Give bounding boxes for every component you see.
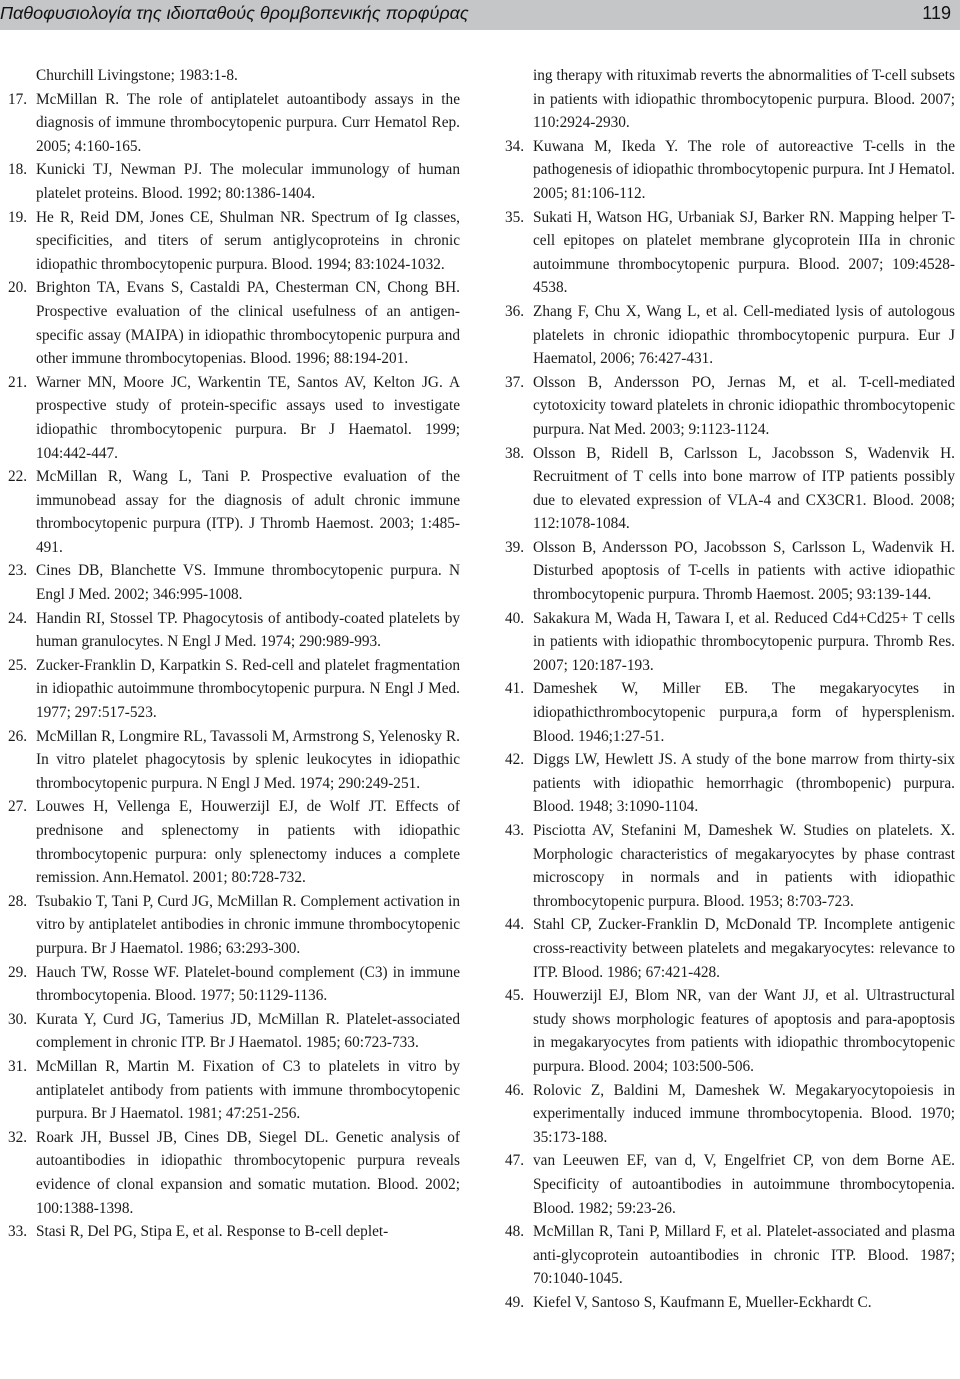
- reference-item: [8, 1220, 460, 1244]
- reference-text: Stahl CP, Zucker-Franklin D, McDonald TP. Incomplete antigenic cross-reactivity between platelets and megakaryocytes: relevance to ITP. Blood. 1986; 67:421-428.: [533, 916, 955, 981]
- reference-item: [505, 206, 955, 300]
- reference-column-left: [8, 64, 460, 1244]
- reference-text: Dameshek W, Miller EB. The megakaryocytes in idiopathicthrombocytopenic purpura,a form of hypersplenism. Blood. 1946;1:27-51.: [533, 680, 955, 745]
- reference-item: [505, 135, 955, 206]
- reference-number: 40.: [505, 609, 525, 627]
- reference-item: [8, 1055, 460, 1126]
- reference-number: 37.: [505, 373, 525, 391]
- reference-number: 49.: [505, 1293, 525, 1311]
- reference-number: 26.: [8, 727, 28, 745]
- reference-text: Louwes H, Vellenga E, Houwerzijl EJ, de Wolf JT. Effects of prednisone and splenectomy in patients with idiopathic thrombocytopenic purpura: only splenectomy induces a complete remission. Ann.Hematol. 2001; 80:728-732.: [36, 798, 460, 887]
- reference-text: Cines DB, Blanchette VS. Immune thrombocytopenic purpura. N Engl J Med. 2002; 346:995-1008.: [36, 562, 460, 604]
- reference-continuation: [8, 64, 460, 88]
- reference-number: 17.: [8, 90, 28, 108]
- reference-text: Stasi R, Del PG, Stipa E, et al. Response to B-cell deplet-: [36, 1223, 389, 1241]
- reference-item: [8, 276, 460, 370]
- reference-number: 41.: [505, 680, 525, 698]
- reference-item: [505, 913, 955, 984]
- reference-number: 22.: [8, 468, 28, 486]
- reference-item: [505, 371, 955, 442]
- reference-number: 21.: [8, 373, 28, 391]
- reference-item: [505, 1291, 955, 1315]
- reference-number: 38.: [505, 444, 525, 462]
- running-title: Παθοφυσιολογία της ιδιοπαθούς θρομβοπενικής πορφύρας: [0, 3, 469, 23]
- reference-number: 24.: [8, 609, 28, 627]
- reference-text: Zhang F, Chu X, Wang L, et al. Cell-mediated lysis of autologous platelets in chronic idiopathic thrombocytopenic purpura. Eur J Haematol, 2006; 76:427-431.: [533, 302, 955, 368]
- reference-number: 18.: [8, 161, 28, 179]
- reference-text: Handin RI, Stossel TP. Phagocytosis of antibody-coated platelets by human granulocytes. N Engl J Med. 1974; 290:989-993.: [36, 609, 460, 651]
- reference-text: McMillan R, Longmire RL, Tavassoli M, Armstrong S, Yelenosky R. In vitro platelet phagocytosis by splenic leukocytes in idiopathic thrombocytopenic purpura. N Engl J Med. 1974; 290:249-251.: [36, 727, 460, 792]
- reference-number: 28.: [8, 892, 28, 910]
- reference-text: Diggs LW, Hewlett JS. A study of the bone marrow from thirty-six patients with idiopathic hemorrhagic (thrombopenic) purpura. Blood. 1948; 3:1090-1104.: [533, 751, 955, 816]
- reference-text: Kurata Y, Curd JG, Tamerius JD, McMillan R. Platelet-associated complement in chronic ITP. Br J Haematol. 1985; 60:723-733.: [36, 1010, 460, 1052]
- running-header: [0, 0, 960, 30]
- reference-item: [505, 1220, 955, 1291]
- reference-number: 29.: [8, 963, 28, 981]
- reference-item: [505, 442, 955, 536]
- reference-item: [505, 819, 955, 913]
- reference-text: He R, Reid DM, Jones CE, Shulman NR. Spectrum of Ig classes, specificities, and titers of serum antiglycoproteins in chronic idiopathic thrombocytopenic purpura. Blood. 1994; 83:1024-1032.: [36, 208, 460, 273]
- reference-text: McMillan R. The role of antiplatelet autoantibody assays in the diagnosis of immune thrombocytopenic purpura. Curr Hematol Rep. 2005; 4:160-165.: [36, 90, 460, 155]
- reference-text: Kunicki TJ, Newman PJ. The molecular immunology of human platelet proteins. Blood. 1992; 80:1386-1404.: [36, 161, 460, 202]
- reference-number: 47.: [505, 1152, 525, 1170]
- reference-number: 25.: [8, 656, 28, 674]
- reference-text: McMillan R, Tani P, Millard F, et al. Platelet-associated and plasma anti-glycoprotein autoantibodies in chronic ITP. Blood. 1987; 70:1040-1045.: [533, 1223, 955, 1288]
- reference-number: 32.: [8, 1128, 28, 1146]
- reference-item: [8, 158, 460, 205]
- reference-number: 39.: [505, 538, 525, 556]
- reference-number: 46.: [505, 1081, 525, 1099]
- reference-text: McMillan R, Wang L, Tani P. Prospective evaluation of the immunobead assay for the diagnosis of adult chronic immune thrombocytopenic purpura (ITP). J Thromb Haemost. 2003; 1:485-491.: [36, 468, 460, 556]
- reference-number: 34.: [505, 137, 525, 155]
- reference-item: [8, 725, 460, 796]
- reference-number: 48.: [505, 1223, 525, 1241]
- reference-item: [505, 536, 955, 607]
- reference-number: 19.: [8, 208, 28, 226]
- reference-number: 20.: [8, 279, 28, 297]
- reference-number: 31.: [8, 1057, 28, 1075]
- reference-text: Zucker-Franklin D, Karpatkin S. Red-cell and platelet fragmentation in idiopathic autoimmune thrombocytopenic purpura. N Engl J Med. 1977; 297:517-523.: [36, 656, 460, 722]
- reference-text: Rolovic Z, Baldini M, Dameshek W. Megakaryocytopoiesis in experimentally induced immune thrombocytopenia. Blood. 1970; 35:173-188.: [533, 1081, 955, 1146]
- reference-text: Tsubakio T, Tani P, Curd JG, McMillan R. Complement activation in vitro by antiplatelet antibodies in chronic immune thrombocytopenic purpura. Br J Haematol. 1986; 63:293-300.: [36, 892, 460, 957]
- reference-text: Olsson B, Andersson PO, Jacobsson S, Carlsson L, Wadenvik H. Disturbed apoptosis of T-cells in patients with active idiopathic thrombocytopenic purpura. Thromb Haemost. 2005; 93:139-144.: [533, 538, 955, 604]
- reference-item: [8, 1008, 460, 1055]
- reference-item: [505, 1149, 955, 1220]
- reference-number: 42.: [505, 751, 525, 769]
- reference-item: [505, 748, 955, 819]
- reference-item: [8, 607, 460, 654]
- reference-item: [8, 961, 460, 1008]
- reference-text: Sakakura M, Wada H, Tawara I, et al. Reduced Cd4+Cd25+ T cells in patients with idiopathic thrombocytopenic purpura. Thromb Res. 2007; 120:187-193.: [533, 609, 955, 674]
- page-number: 119: [922, 3, 951, 23]
- reference-item: [505, 677, 955, 748]
- reference-item: [8, 371, 460, 465]
- reference-number: 36.: [505, 302, 525, 320]
- reference-continuation: [505, 64, 955, 135]
- reference-number: 30.: [8, 1010, 28, 1028]
- reference-item: [8, 88, 460, 159]
- reference-text: Sukati H, Watson HG, Urbaniak SJ, Barker RN. Mapping helper T-cell epitopes on platelet membrane glycoprotein IIIa in chronic autoimmune thrombocytopenic purpura. Blood. 2007; 109:4528-4538.: [533, 208, 955, 297]
- reference-text: Pisciotta AV, Stefanini M, Dameshek W. Studies on platelets. X. Morphologic characteristics of megakaryocytes by phase contrast microscopy in normals and in patients with idiopathic thrombocytopenic purpura. Blood. 1953; 8:703-723.: [533, 822, 955, 910]
- reference-text: Kiefel V, Santoso S, Kaufmann E, Mueller-Eckhardt C.: [533, 1293, 872, 1311]
- reference-text: Olsson B, Andersson PO, Jernas M, et al. T-cell-mediated cytotoxicity toward platelets in chronic idiopathic thrombocytopenic purpura. Nat Med. 2003; 9:1123-1124.: [533, 373, 955, 438]
- reference-number: 23.: [8, 562, 28, 580]
- reference-item: [8, 1126, 460, 1220]
- reference-number: 33.: [8, 1223, 28, 1241]
- reference-item: [8, 654, 460, 725]
- reference-item: [8, 795, 460, 889]
- reference-number: 44.: [505, 916, 525, 934]
- reference-text: Churchill Livingstone; 1983:1-8.: [36, 67, 238, 84]
- reference-text: Brighton TA, Evans S, Castaldi PA, Chesterman CN, Chong BH. Prospective evaluation of the clinical usefulness of an antigen-specific assay (MAIPA) in idiopathic thrombocytopenic purpura and other immune thrombocytopenias. Blood. 1996; 88:194-201.: [36, 279, 460, 368]
- reference-item: [8, 890, 460, 961]
- reference-column-right: [505, 64, 955, 1314]
- reference-text: Olsson B, Ridell B, Carlsson L, Jacobsson S, Wadenvik H. Recruitment of T cells into bone marrow of ITP patients possibly due to elevated expression of VLA-4 and CX3CR1. Blood. 2008; 112:1078-1084.: [533, 444, 955, 533]
- reference-item: [505, 984, 955, 1078]
- reference-text: Warner MN, Moore JC, Warkentin TE, Santos AV, Kelton JG. A prospective study of protein-specific assays used to investigate idiopathic thrombocytopenic purpura. Br J Haematol. 1999; 104:442-447.: [36, 373, 460, 462]
- reference-item: [8, 559, 460, 606]
- reference-number: 35.: [505, 208, 525, 226]
- reference-text: ing therapy with rituximab reverts the abnormalities of T-cell subsets in patients with idiopathic thrombocytopenic purpura. Blood. 2007; 110:2924-2930.: [533, 67, 955, 132]
- reference-text: Kuwana M, Ikeda Y. The role of autoreactive T-cells in the pathogenesis of idiopathic thrombocytopenic purpura. Int J Hematol. 2005; 81:106-112.: [533, 137, 955, 202]
- reference-item: [8, 206, 460, 277]
- reference-number: 27.: [8, 798, 28, 816]
- reference-item: [505, 607, 955, 678]
- reference-number: 43.: [505, 822, 525, 839]
- reference-text: Roark JH, Bussel JB, Cines DB, Siegel DL. Genetic analysis of autoantibodies in idiopathic thrombocytopenic purpura reveals evidence of clonal expansion and somatic mutation. Blood. 2002; 100:1388-1398.: [36, 1128, 460, 1217]
- reference-item: [505, 300, 955, 371]
- reference-text: McMillan R, Martin M. Fixation of C3 to platelets in vitro by antiplatelet antibody from patients with immune thrombocytopenic purpura. Br J Haematol. 1981; 47:251-256.: [36, 1057, 460, 1123]
- reference-item: [8, 465, 460, 559]
- reference-item: [505, 1079, 955, 1150]
- reference-text: van Leeuwen EF, van d, V, Engelfriet CP, von dem Borne AE. Specificity of autoantibodies in autoimmune thrombocytopenia. Blood. 1982; 59:23-26.: [533, 1152, 955, 1217]
- reference-number: 45.: [505, 987, 525, 1005]
- reference-text: Hauch TW, Rosse WF. Platelet-bound complement (C3) in immune thrombocytopenia. Blood. 1977; 50:1129-1136.: [36, 963, 460, 1005]
- reference-text: Houwerzijl EJ, Blom NR, van der Want JJ, et al. Ultrastructural study shows morphologic features of apoptosis and para-apoptosis in megakaryocytes from patients with idiopathic thrombocytopenic purpura. Blood. 2004; 103:500-506.: [533, 987, 955, 1075]
